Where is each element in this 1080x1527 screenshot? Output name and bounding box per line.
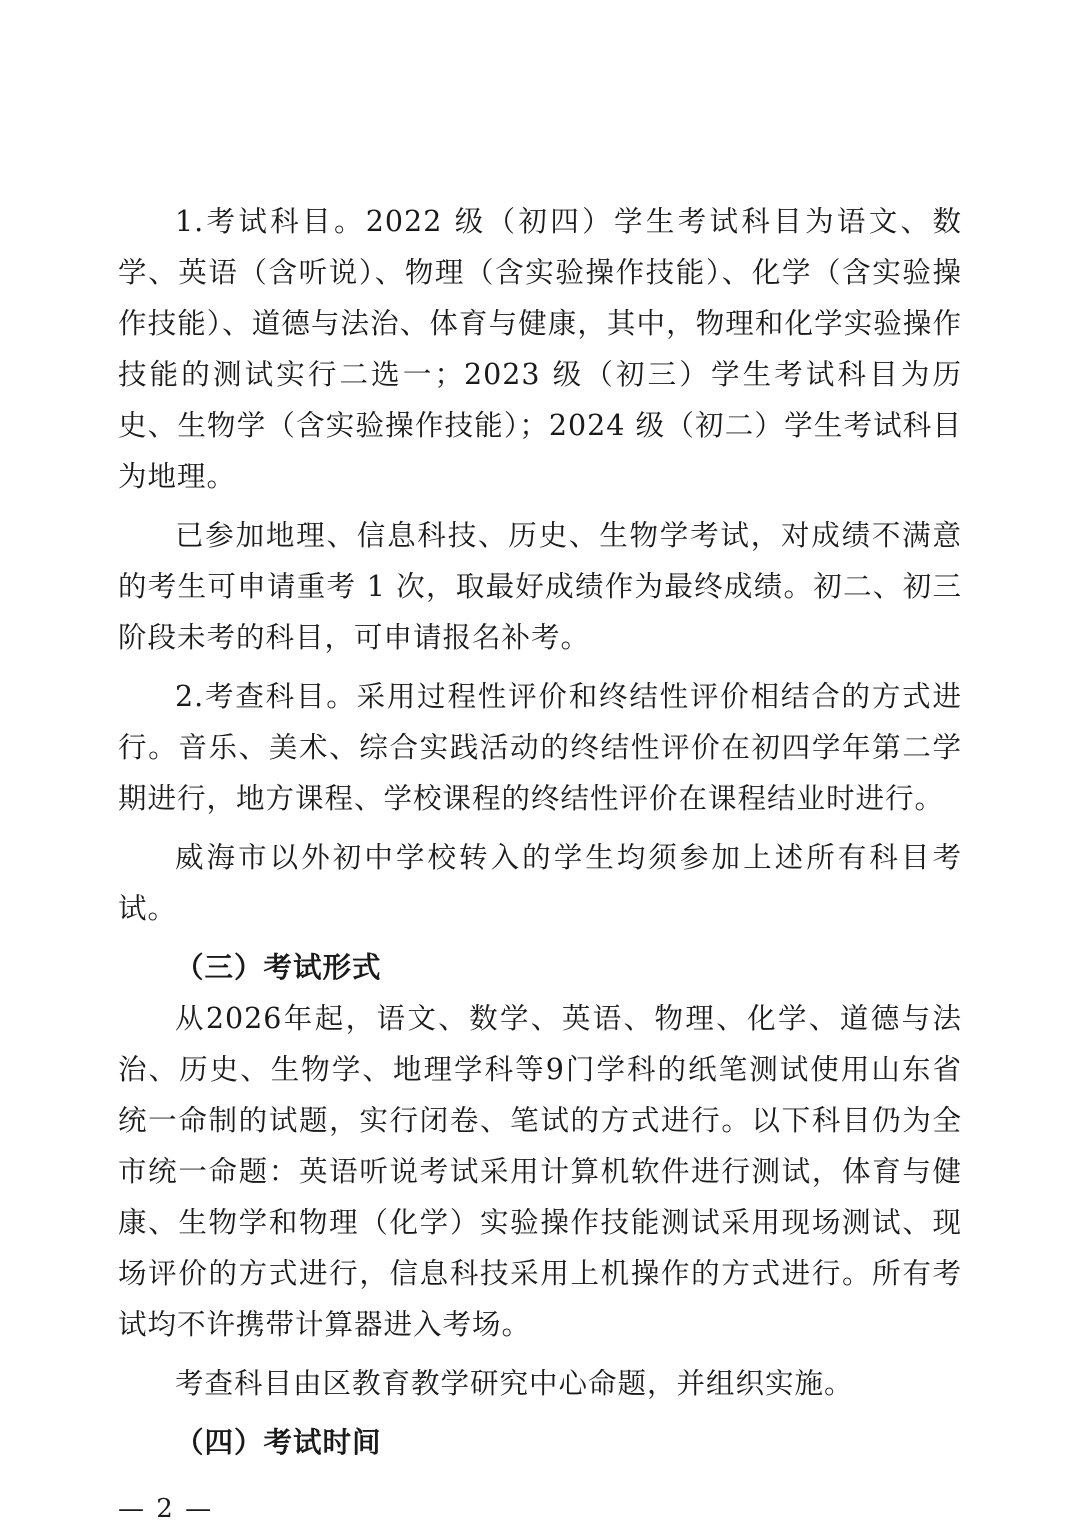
paragraph-spacer bbox=[118, 502, 962, 510]
paragraph-transfer-students: 威海市以外初中学校转入的学生均须参加上述所有科目考试。 bbox=[118, 841, 962, 925]
paragraph-exam-format: 从2026年起，语文、数学、英语、物理、化学、道德与法治、历史、生物学、地理学科等9门学科的纸笔测试使用山东省统一命制的试题，实行闭卷、笔试的方式进行。以下科目仍为全市统一命题：英语听说考试采用计算机软件进行测试，体育与健康、生物学和物理（化学）实验操作技能测试采用现场测试、现场评价的方式进行，信息科技采用上机操作的方式进行。所有考试均不许携带计算器进入考场。 bbox=[118, 1002, 962, 1341]
heading-exam-format: （三）考试形式 bbox=[175, 951, 382, 984]
paragraph-spacer bbox=[118, 824, 962, 832]
paragraph-exam-subjects: 1.考试科目。2022 级（初四）学生考试科目为语文、数学、英语（含听说）、物理（含实验操作技能）、化学（含实验操作技能）、道德与法治、体育与健康，其中，物理和化学实验操作技能的测试实行二选一；2023 级（初三）学生考试科目为历史、生物学（含实验操作技能）；2024 级（初二）学生考试科目为地理。 bbox=[118, 205, 962, 493]
page-number: — 2 — bbox=[118, 1494, 214, 1524]
paragraph-assessment-subjects: 2.考查科目。采用过程性评价和终结性评价相结合的方式进行。音乐、美术、综合实践活动的终结性评价在初四学年第二学期进行，地方课程、学校课程的终结性评价在课程结业时进行。 bbox=[118, 680, 962, 815]
paragraph-spacer bbox=[118, 1409, 962, 1417]
paragraph-spacer bbox=[118, 1350, 962, 1358]
document-body bbox=[118, 196, 962, 1468]
paragraph-spacer bbox=[118, 663, 962, 671]
paragraph-spacer bbox=[118, 934, 962, 942]
paragraph-assessment-organization: 考查科目由区教育教学研究中心命题，并组织实施。 bbox=[175, 1367, 854, 1400]
heading-exam-time: （四）考试时间 bbox=[175, 1426, 382, 1459]
paragraph-retake: 已参加地理、信息科技、历史、生物学考试，对成绩不满意的考生可申请重考 1 次，取最好成绩作为最终成绩。初二、初三阶段未考的科目，可申请报名补考。 bbox=[118, 519, 962, 654]
